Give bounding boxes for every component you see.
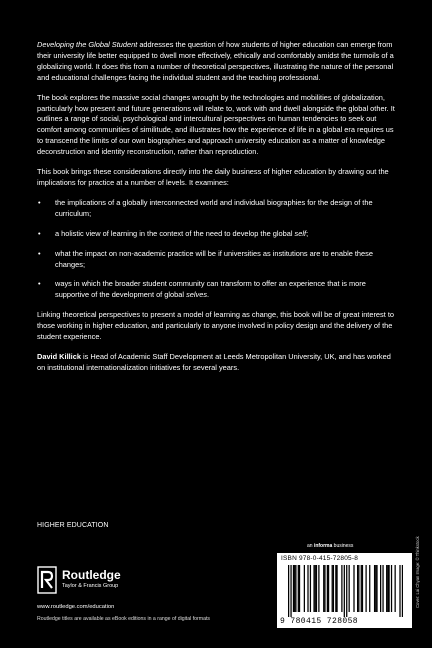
subject-category: HIGHER EDUCATION (37, 522, 109, 529)
barcode-bar (333, 565, 334, 612)
bullet-icon: • (38, 279, 41, 289)
barcode-bar (294, 565, 295, 612)
bullet-item (37, 279, 399, 301)
barcode-bar (298, 565, 299, 612)
barcode-bar (386, 565, 387, 612)
barcode-bar (341, 565, 342, 612)
paragraph-audience: Linking theoretical perspectives to present a model of learning as change, this book will be of great interest to those working in higher education, and particularly to anyone involved in policy design and the delivery of the student experience. (37, 310, 395, 342)
cover-credit (415, 538, 425, 608)
barcode-bar (324, 565, 325, 612)
barcode-bar (387, 565, 388, 612)
brand-prefix: an (307, 543, 314, 549)
bullet-list (37, 198, 399, 301)
brand-name: informa (313, 543, 333, 549)
barcode-bar (375, 565, 376, 612)
barcode-bar (402, 565, 403, 617)
blurb (37, 40, 399, 383)
bullet-item (37, 229, 399, 240)
bullet-emphasis: self (294, 228, 307, 238)
barcode-bar (328, 565, 329, 612)
brand-suffix: business (332, 543, 354, 549)
isbn: ISBN 978-0-415-72805-8 (281, 555, 359, 562)
bullet-text: what the impact on non-academic practice will be if universities as institutions are to enable these changes; (55, 248, 373, 269)
bullet-punct: . (207, 290, 210, 300)
paragraph-examines: This book brings these considerations directly into the daily business of higher education by drawing out the implications for practice at a number of levels. It examines: (37, 167, 389, 187)
barcode-bar (380, 565, 381, 612)
barcode-bar (388, 565, 389, 612)
barcode-bar (316, 565, 317, 612)
bullet-icon: • (38, 197, 41, 207)
barcode-bar (353, 565, 354, 612)
author-name: David Killick (37, 351, 81, 361)
barcode-bar (376, 565, 377, 612)
barcode-bar (307, 565, 308, 612)
barcode-bar (327, 565, 328, 612)
barcode-bar (395, 565, 396, 612)
barcode-bar (295, 565, 296, 612)
barcode-bar (323, 565, 324, 612)
barcode-bar (365, 565, 366, 612)
barcode-bar (374, 565, 375, 612)
publisher-group: Taylor & Francis Group (62, 583, 119, 589)
barcode-bar (293, 565, 294, 612)
barcode-bar (304, 565, 305, 612)
barcode-bar (358, 565, 359, 612)
bullet-punct: ; (306, 228, 309, 238)
barcode-bar (382, 565, 383, 612)
barcode-bar (391, 565, 392, 612)
barcode-bar (318, 565, 319, 612)
barcode-bar (346, 565, 347, 617)
cover-credit-text: Cover: Lai Chyan Image: © Thinkstock (415, 536, 420, 608)
author-bio (37, 352, 399, 374)
bullet-text: the implications of a globally interconnected world and individual biographies for the design of the curriculum; (55, 197, 373, 218)
bullet-item (37, 249, 399, 271)
barcode-bar (336, 565, 337, 612)
barcode-bar (315, 565, 316, 612)
barcode-icon (288, 565, 403, 617)
barcode-bar (369, 565, 370, 612)
bullet-item (37, 198, 399, 220)
paragraph-globalization: The book explores the massive social changes wrought by the technologies and mobilities of globalization, particularly how present and future generations will relate to, work with and dwell alongside the global other. It outlines a range of social, psychological and intercultural perspectives on human tendencies to seek out comfort among communities of similitude, and illustrates how the experience of life in a global era requires us to transcend the limits of our own biographies and approach university education as a matter of knowledge deconstruction and identity reconstruction, rather than reproduction. (37, 92, 395, 157)
barcode-bar (335, 565, 336, 612)
ebook-note: Routledge titles are available as eBook editions in a range of digital formats (37, 616, 211, 622)
barcode-bar (361, 565, 362, 612)
barcode-bar (299, 565, 300, 612)
bullet-icon: • (38, 248, 41, 258)
barcode-bar (288, 565, 289, 617)
book-title: Developing the Global Student (37, 40, 138, 49)
routledge-logo-icon (37, 566, 57, 594)
lead-paragraph (37, 40, 399, 84)
barcode-bar (344, 565, 345, 617)
publisher-url: www.routledge.com/education (37, 604, 115, 610)
bullet-text: a holistic view of learning in the context of the need to develop the global (55, 228, 295, 238)
barcode-bar (349, 565, 350, 612)
bullet-icon: • (38, 228, 41, 238)
barcode-bar (313, 565, 314, 612)
barcode-bar (310, 565, 311, 612)
barcode-digits: 9 780415 728058 (280, 617, 359, 626)
author-bio-text: is Head of Academic Staff Development at Leeds Metropolitan University, UK, and has worked on institutional internationalization initiatives for several years. (37, 351, 391, 372)
barcode-bar (362, 565, 363, 612)
lead-paragraph-text: addresses the question of how students of higher education can emerge from their university life better equipped to dwell more effectively, ethically and comfortably amidst the turmoils of a globalizing world. It does this from a number of theoretical perspectives, illustrating the nature of the personal and educational challenges facing the individual student and the teaching professional. (37, 40, 394, 82)
barcode-bar (332, 565, 333, 612)
barcode-panel (277, 553, 412, 628)
informa-brand (307, 543, 353, 550)
barcode-bar (290, 565, 291, 617)
barcode-bar (399, 565, 400, 617)
barcode-bar (357, 565, 358, 612)
publisher-name: Routledge (62, 568, 121, 582)
bullet-emphasis: selves (186, 290, 208, 300)
bullet-text: ways in which the broader student community can transform to offer an experience that is more supportive of the development of global (55, 279, 366, 300)
